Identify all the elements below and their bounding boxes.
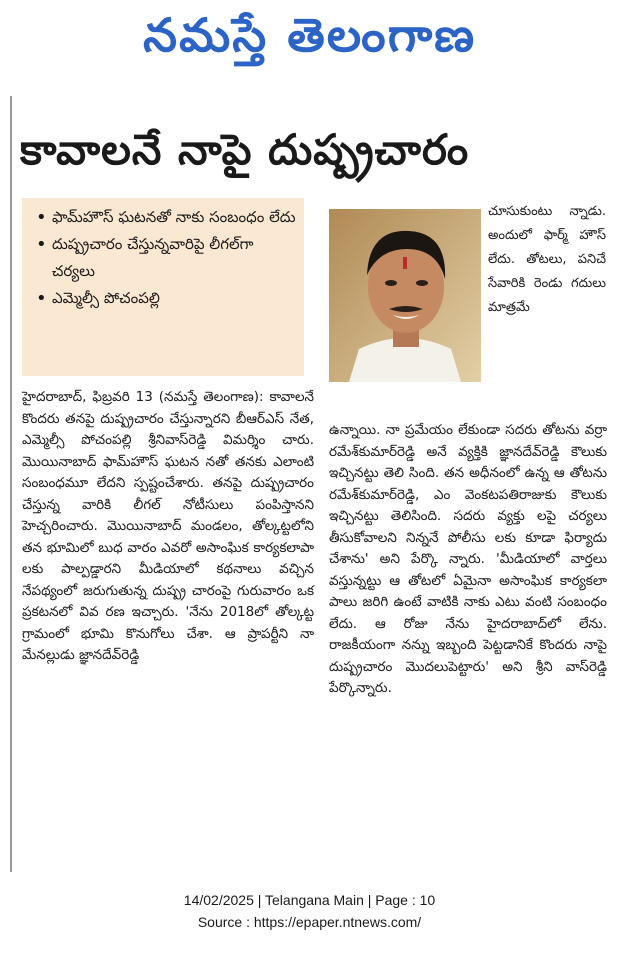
right-column-text: ఉన్నాయి. నా ప్రమేయం లేకుండా సదరు తోటను వర్రా రమేశ్‌కుమార్‌రెడ్డి అనే వ్యక్తికి జ్ఞానదేవ్‌రెడ్డి కౌలుకు ఇచ్చినట్టు తెలి సింది. తన అధీనంలో ఉన్న ఆ తోటను రమేశ్‌కుమార్‌రెడ్డి, ఎం వెంకటపతిరాజుకు కౌలుకు ఇచ్చినట్టు తెలిసింది. సదరు వ్యక్తు లపై చర్యలు తీసుకోవాలని నిన్ననే పోలీసు లకు కూడా ఫిర్యాదు చేశాను' అని పేర్కొ న్నారు. 'మీడియాలో వార్తలు వస్తున్నట్టు ఆ తోటలో ఏమైనా అసాంఘిక కార్యకలా పాలు జరిగి ఉంటే వాటికి నాకు ఎటు వంటి సంబంధం లేదు. ఆ రోజు నేను హైదరాబాద్‌లో లేను. రాజకీయంగా నన్ను ఇబ్బంది పెట్టడానికే కొందరు నాపై దుష్ప్రచారం మొదలుపెట్టారు' అని శ్రీని వాస్‌రెడ్డి పేర్కొన్నారు.: [329, 422, 607, 696]
highlight-item: • ఎమ్మెల్సీ పోచంపల్లి: [36, 285, 296, 312]
highlight-item: • దుష్ప్రచారం చేస్తున్నవారిపై లీగల్‌గా చర్యలు: [36, 231, 296, 285]
footer-date-page: 14/02/2025 | Telangana Main | Page : 10: [183, 892, 436, 908]
left-column-text: హైదరాబాద్, ఫిబ్రవరి 13 (నమస్తే తెలంగాణ): కావాలనే కొందరు తనపై దుష్ప్రచారం చేస్తున్నారని బీఆర్‌ఎస్ నేత, ఎమ్మెల్సీ పోచంపల్లి శ్రీనివాస్‌రెడ్డి విమర్శిం చారు. మొయినాబాద్ ఫామ్‌హౌస్ ఘటన నతో తనకు ఎలాంటి సంబంధమూ లేదని స్పష్టంచేశారు. తనపై దుష్ప్రచారం చేస్తున్న వారికి లీగల్ నోటీసులు పంపిస్తానని హెచ్చరించారు. మొయినాబాద్ మండలం, తోల్కట్టలోని తన భూమిలో బుధ వారం ఎవరో అసాంఘిక కార్యకలాపా లకు పాల్పడ్డారని మీడియాలో కథనాలు వచ్చిన నేపథ్యంలో జరుగుతున్న దుష్ప్ర చారంపై గురువారం ఒక ప్రకటనలో వివ రణ ఇచ్చారు. 'నేను 2018లో తోల్కట్ట గ్రామంలో భూమి కొనుగోలు చేశా. ఆ ప్రాపర్టీని నా మేనల్లుడు జ్ఞానదేవ్‌రెడ్డి: [22, 389, 314, 663]
side-text: చూసుకుంటు న్నాడు. అందులో ఫార్మ్ హౌస్ లేదు. తోటలు, పనిచే సేవారికి రెండు గదులు మాత్రమే: [488, 204, 606, 315]
portrait-illustration: [329, 209, 481, 382]
highlights-box: [22, 198, 304, 376]
column-rule: [10, 96, 12, 872]
left-article-column: [22, 387, 314, 667]
article-headline: కావాలనే నాపై దుష్ప్రచారం: [20, 125, 470, 174]
side-text-column: [488, 200, 606, 320]
masthead: [0, 0, 619, 80]
right-article-column: [329, 420, 607, 700]
highlight-item: • ఫామ్‌హౌస్ ఘటనతో నాకు సంబంధం లేదు: [36, 204, 296, 231]
footer-source: Source : https://epaper.ntnews.com/: [197, 914, 422, 930]
masthead-title: నమస్తే తెలంగాణ: [142, 8, 477, 62]
portrait-photo: [329, 209, 481, 382]
